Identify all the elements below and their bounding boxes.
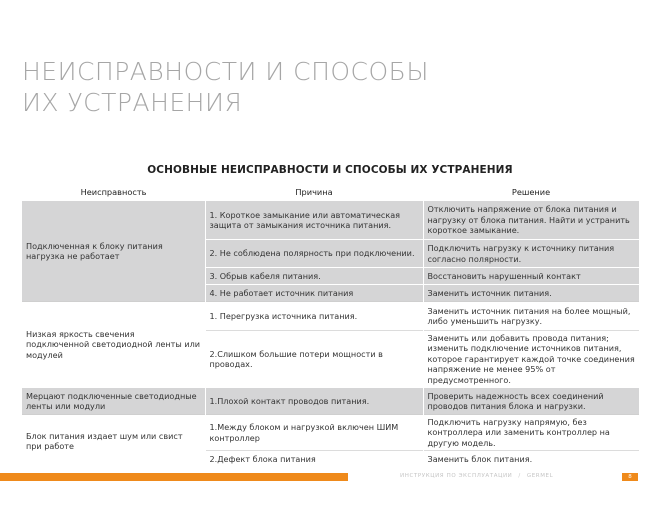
- fault-cell: Мерцают подключенные светодиодные ленты или модули: [22, 388, 205, 415]
- fix-cell: Заменить источник питания.: [423, 285, 639, 302]
- page-title-line-1: НЕИСПРАВНОСТИ И СПОСОБЫ: [22, 57, 429, 86]
- table-header-row: [22, 185, 639, 201]
- cause-cell: 4. Не работает источник питания: [205, 285, 423, 302]
- fix-cell: Подключить нагрузку к источнику питания согласно полярности.: [423, 240, 639, 268]
- column-header-fix: Решение: [423, 185, 639, 201]
- table-row: [22, 302, 639, 331]
- cause-cell: 1.Между блоком и нагрузкой включен ШИМ контроллер: [205, 415, 423, 451]
- column-header-fault: Неисправность: [22, 185, 205, 201]
- fix-cell: Отключить напряжение от блока питания и нагрузку от блока питания. Найти и устранить короткое замыкание.: [423, 201, 639, 240]
- fix-cell: Проверить надежность всех соединений проводов питания блока и нагрузки.: [423, 388, 639, 415]
- cause-cell: 2. Не соблюдена полярность при подключении.: [205, 240, 423, 268]
- cause-cell: 3. Обрыв кабеля питания.: [205, 268, 423, 285]
- cause-cell: 2.Слишком большие потери мощности в проводах.: [205, 331, 423, 388]
- fault-cell: Низкая яркость свечения подключенной светодиодной ленты или модулей: [22, 302, 205, 388]
- table-row: [22, 201, 639, 240]
- column-header-cause: Причина: [205, 185, 423, 201]
- fault-cell: Блок питания издает шум или свист при работе: [22, 415, 205, 468]
- cause-cell: 1. Короткое замыкание или автоматическая защита от замыкания источника питания.: [205, 201, 423, 240]
- fix-cell: Заменить блок питания.: [423, 451, 639, 468]
- page-number: 8: [622, 473, 638, 481]
- troubleshooting-table: [22, 185, 639, 467]
- fix-cell: Восстановить нарушенный контакт: [423, 268, 639, 285]
- page-title: [22, 56, 429, 118]
- table-row: [22, 388, 639, 415]
- cause-cell: 1. Перегрузка источника питания.: [205, 302, 423, 331]
- fix-cell: Заменить или добавить провода питания; изменить подключение источников питания, которое гарантирует каждой точке соединения напряжение не менее 95% от предусмотренного.: [423, 331, 639, 388]
- table-heading: ОСНОВНЫЕ НЕИСПРАВНОСТИ И СПОСОБЫ ИХ УСТРАНЕНИЯ: [147, 164, 513, 176]
- cause-cell: 1.Плохой контакт проводов питания.: [205, 388, 423, 415]
- fix-cell: Заменить источник питания на более мощный, либо уменьшить нагрузку.: [423, 302, 639, 331]
- cause-cell: 2.Дефект блока питания: [205, 451, 423, 468]
- table-row: [22, 415, 639, 451]
- footer-caption: [400, 472, 553, 480]
- footer-brand: GERMEL: [526, 473, 554, 479]
- fault-cell: Подключенная к блоку питания нагрузка не работает: [22, 201, 205, 302]
- page-title-line-2: ИХ УСТРАНЕНИЯ: [22, 88, 243, 117]
- footer-divider: /: [518, 473, 521, 479]
- footer-manual-label: ИНСТРУКЦИЯ ПО ЭКСПЛУАТАЦИИ: [400, 473, 513, 479]
- fix-cell: Подключить нагрузку напрямую, без контроллера или заменить контроллер на другую модель.: [423, 415, 639, 451]
- footer-accent-bar: [0, 473, 348, 481]
